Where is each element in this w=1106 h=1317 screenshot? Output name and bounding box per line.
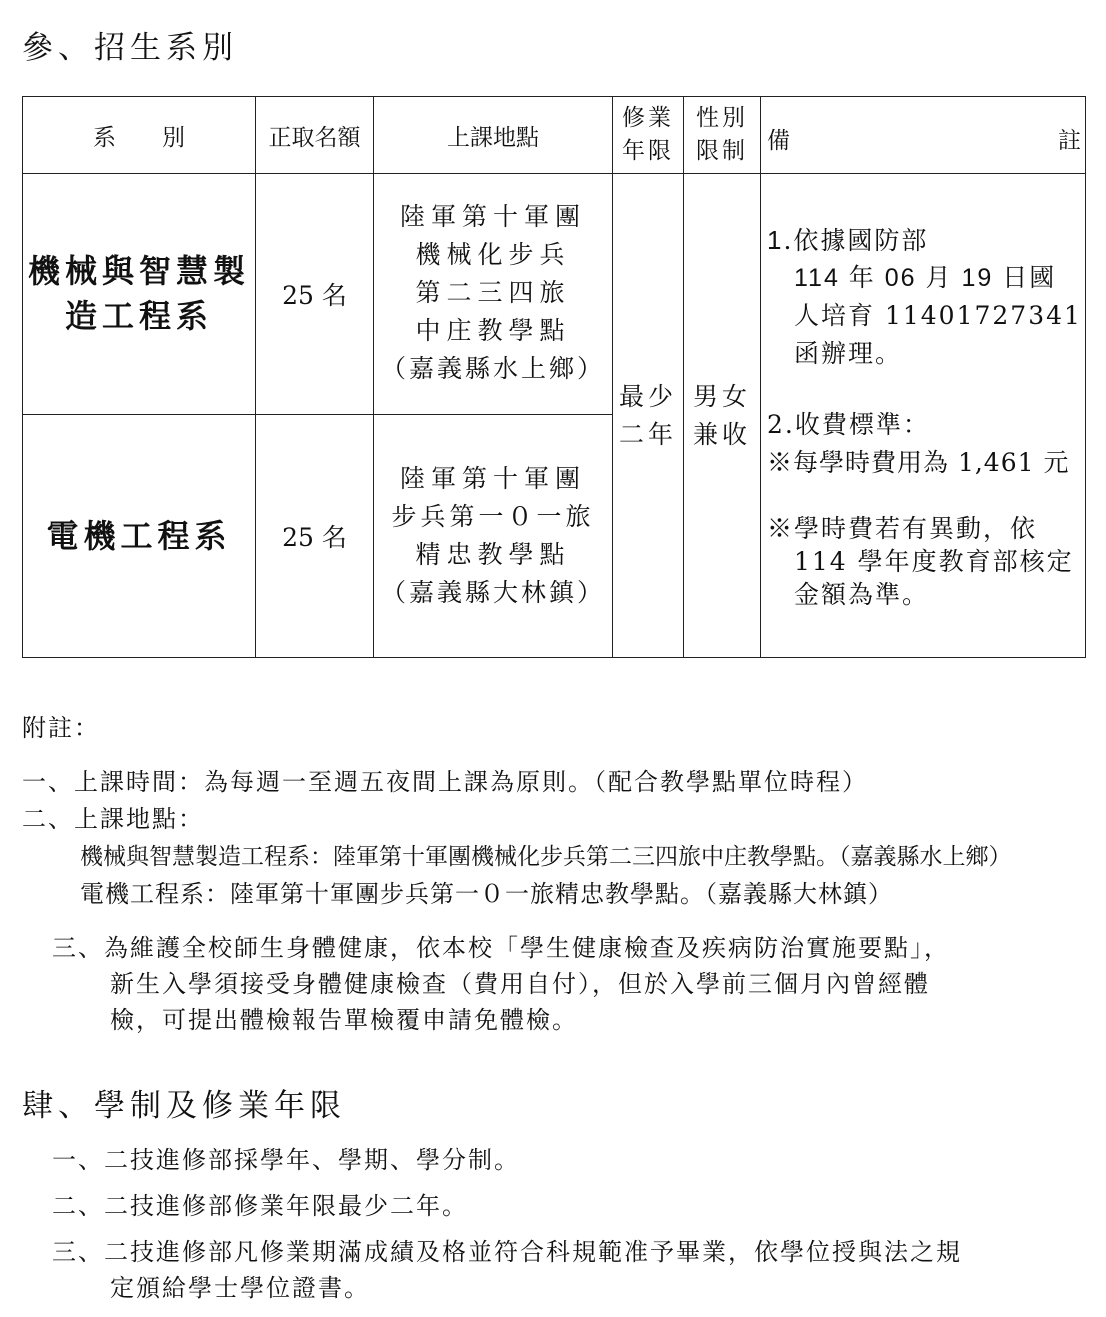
section4-item2: 二、二技進修部修業年限最少二年。 xyxy=(52,1192,468,1220)
section4-item1: 一、二技進修部採學年、學期、學分制。 xyxy=(52,1146,520,1174)
row1-location: 陸軍第十軍團 機械化步兵 第二三四旅 中庄教學點 （嘉義縣水上鄉） xyxy=(380,202,605,383)
notes-title: 附註： xyxy=(22,714,100,742)
row2-department: 電機工程系 xyxy=(46,516,232,555)
note-item3-line1: 三、為維護全校師生身體健康，依本校「學生健康檢查及疾病防治實施要點」， xyxy=(52,934,950,962)
note-item3-line3: 檢，可提出體檢報告單檢覆申請免體檢。 xyxy=(110,1006,578,1034)
row1-quota: 25 名 xyxy=(282,281,347,310)
header-remarks-left: 備 xyxy=(767,128,790,154)
row2-location: 陸軍第十軍團 步兵第一０一旅 精忠教學點 （嘉義縣大林鎮） xyxy=(380,464,605,607)
header-quota: 正取名額 xyxy=(268,124,361,151)
note-item3-line2: 新生入學須接受身體健康檢查（費用自付），但於入學前三個月內曾經體 xyxy=(110,970,930,998)
remarks-item3-line3: 金額為準。 xyxy=(794,580,930,609)
row1-department: 機械與智慧製 造工程系 xyxy=(27,252,250,335)
gender-cell: 男女 兼收 xyxy=(692,381,751,449)
remarks-item3-line2: 114 學年度教育部核定 xyxy=(794,547,1074,576)
header-remarks-right: 註 xyxy=(1058,128,1081,154)
remarks-item1-line4: 函辦理。 xyxy=(794,339,903,368)
header-department: 系 別 xyxy=(93,124,185,151)
row2-quota: 25 名 xyxy=(282,523,347,552)
remarks-item3-line1: ※學時費若有異動，依 xyxy=(767,514,1038,543)
remarks-item2-line2: ※每學時費用為 1,461 元 xyxy=(767,448,1070,477)
section4-item3-line2: 定頒給學士學位證書。 xyxy=(110,1274,370,1302)
section3-title: 參、招生系別 xyxy=(22,30,238,66)
note-item2: 二、上課地點： xyxy=(22,805,204,833)
header-location: 上課地點 xyxy=(447,124,539,151)
remarks-item2-line1: 2.收費標準： xyxy=(767,410,930,439)
note-item2-sub1: 機械與智慧製造工程系：陸軍第十軍團機械化步兵第二三四旅中庄教學點。（嘉義縣水上鄉） xyxy=(80,844,1012,870)
header-gender: 性別 限制 xyxy=(696,105,748,164)
section4-item3-line1: 三、二技進修部凡修業期滿成績及格並符合科規範准予畢業，依學位授與法之規 xyxy=(52,1238,962,1266)
header-duration: 修業 年限 xyxy=(622,105,674,164)
remarks-item1-line1: 1.依據國防部 xyxy=(767,225,929,255)
duration-cell: 最少 二年 xyxy=(618,381,677,449)
remarks-item1-line3: 人培育 11401727341 xyxy=(794,301,1082,330)
note-item1: 一、上課時間：為每週一至週五夜間上課為原則。（配合教學點單位時程） xyxy=(22,768,868,796)
section4-title: 肆、學制及修業年限 xyxy=(22,1088,346,1124)
remarks-item1-line2: 114 年 06 月 19 日國 xyxy=(794,264,1057,292)
note-item2-sub2: 電機工程系：陸軍第十軍團步兵第一０一旅精忠教學點。（嘉義縣大林鎮） xyxy=(80,880,893,908)
